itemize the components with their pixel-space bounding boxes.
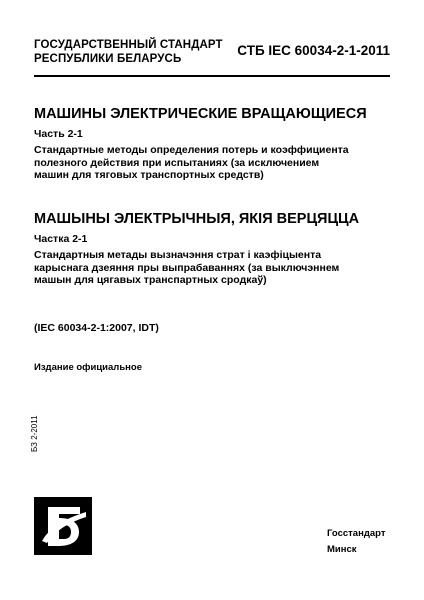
publisher-city: Минск [327,544,357,555]
standard-code: СТБ IEC 60034-2-1-2011 [237,43,390,58]
publisher-name: Госстандарт [327,528,386,539]
belarusian-subtitle-line: карыснага дзеяння пры выпрабаваннях (за выключэннем [34,261,340,274]
russian-part: Часть 2-1 [34,128,83,140]
russian-subtitle-line: машин для тяговых транспортных средств) [34,169,264,181]
issuing-organization [34,38,223,66]
belarusian-subtitle-line: машын для цягавых транспартных сродкаў) [34,274,267,286]
edition-label: Издание официальное [34,362,142,373]
belarusian-part: Частка 2-1 [34,233,88,245]
russian-subtitle-line: полезного действия при испытаниях (за исключением [34,156,320,169]
gosstandart-logo-icon [34,497,92,555]
organization-line-1: ГОСУДАРСТВЕННЫЙ СТАНДАРТ [34,39,223,51]
russian-subtitle [34,144,390,182]
belarusian-subtitle [34,249,390,287]
header-divider [34,75,390,77]
russian-title: МАШИНЫ ЭЛЕКТРИЧЕСКИЕ ВРАЩАЮЩИЕСЯ [34,106,367,122]
russian-title-block [34,106,390,182]
belarusian-title: МАШЫНЫ ЭЛЕКТРЫЧНЫЯ, ЯКІЯ ВЕРЦЯЦЦА [34,211,360,227]
belarusian-title-block [34,211,390,287]
identity-statement: (IEC 60034-2-1:2007, IDT) [34,322,159,334]
russian-subtitle-line: Стандартные методы определения потерь и коэффициента [34,144,349,156]
document-header [34,38,390,72]
organization-line-2: РЕСПУБЛИКИ БЕЛАРУСЬ [34,53,182,65]
logo-graphic [34,497,92,555]
side-code: БЗ 2-2011 [30,415,39,452]
publisher-block [327,526,385,558]
belarusian-subtitle-line: Стандартныя метады вызначэння страт і каэфіцыента [34,249,322,261]
